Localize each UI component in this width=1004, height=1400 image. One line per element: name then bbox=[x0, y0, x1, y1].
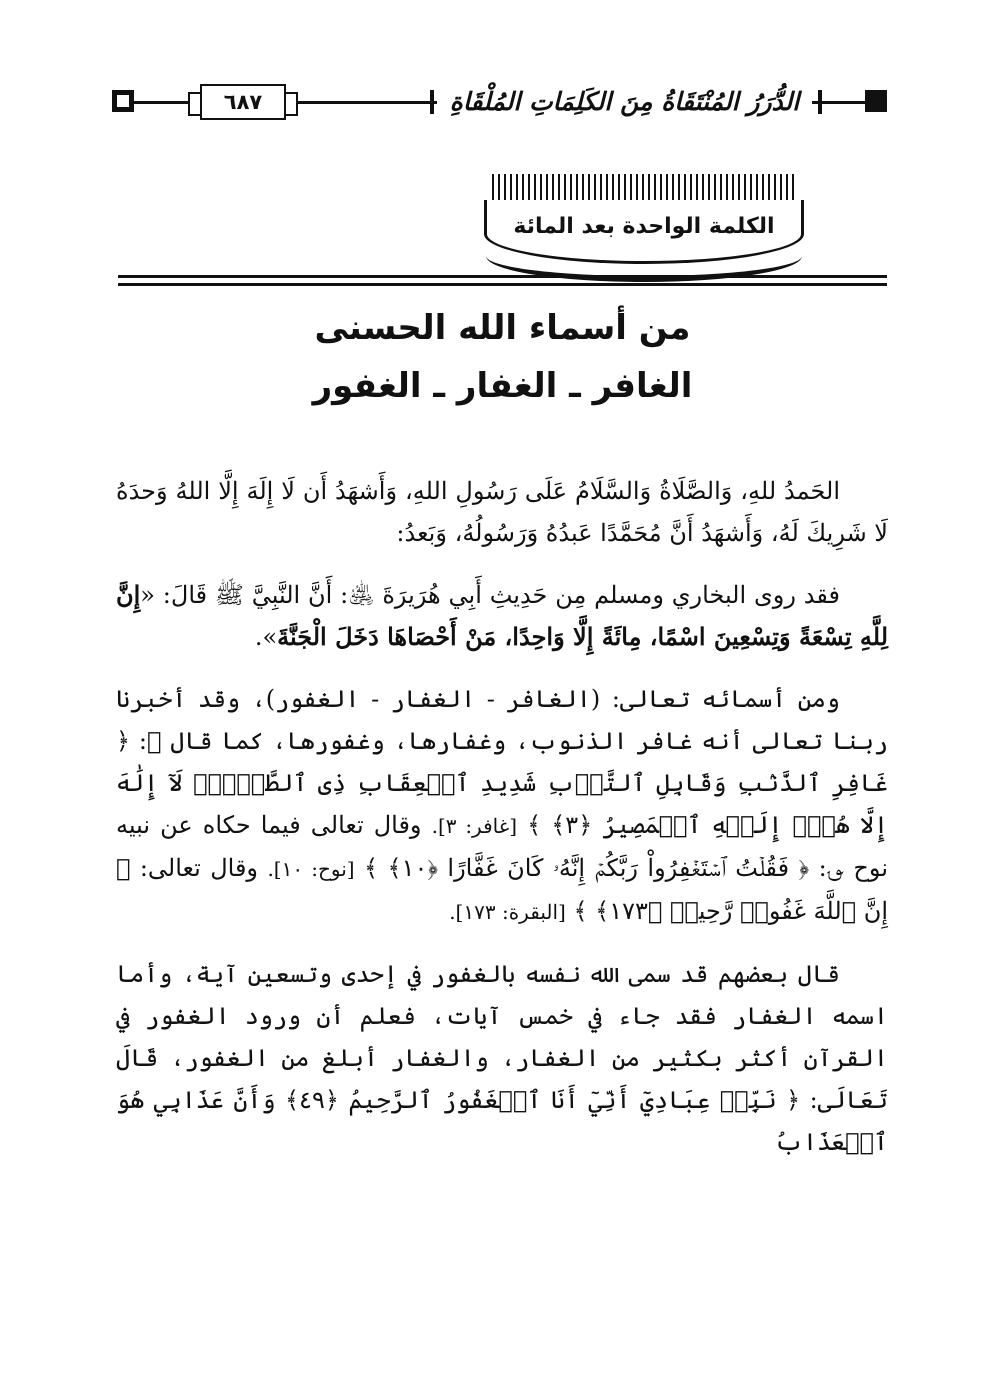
paragraph-hadith bbox=[116, 574, 888, 658]
page-title: من أسماء الله الحسنى bbox=[314, 308, 691, 348]
book-title: الدُّرَرُ المُنْتَقَاةُ مِنَ الكَلِمَاتِ المُلْقَاةِ bbox=[437, 82, 812, 122]
hadith-end: ». bbox=[254, 623, 278, 651]
running-header bbox=[112, 82, 887, 124]
page-subtitle: الغافر ـ الغفار ـ الغفور bbox=[312, 366, 693, 406]
paragraph-opening: الحَمدُ للهِ، وَالصَّلَاةُ وَالسَّلَامُ عَلَى رَسُولِ اللهِ، وَأَشهَدُ أَن لَا إِلَهَ إِلَّا اللهُ وَحدَهُ لَا شَرِيكَ لَهُ، وَأَشهَدُ أَنَّ مُحَمَّدًا عَبدُهُ وَرَسُولُهُ، وَبَعدُ: bbox=[116, 477, 888, 547]
verse-baqarah: ﴿ إِنَّ ٱللَّهَ غَفُورٞ رَّحِيمٞ ﴿١٧٣﴾ ﴾ bbox=[116, 854, 888, 925]
header-divider-right bbox=[818, 90, 822, 114]
ref-ghafir: [غافر: ٣]. bbox=[431, 814, 518, 838]
section-rule-bottom bbox=[118, 283, 887, 286]
page-number: ٦٨٧ bbox=[223, 90, 263, 114]
header-ornament-left bbox=[112, 90, 134, 112]
baqarah-intro: وقال تعالى: bbox=[139, 854, 259, 882]
chapter-badge bbox=[484, 168, 804, 292]
verse-nuh: ﴿ فَقُلۡتُ ٱسۡتَغۡفِرُواْ رَبَّكُمۡ إِنَّهُۥ كَانَ غَفَّارًا ﴿١٠﴾ ﴾ bbox=[364, 854, 810, 882]
verse-hijr: ﴿ نَبِّئۡ عِبَادِيٓ أَنِّيٓ أَنَا ٱلۡغَفُورُ ٱلرَّحِيمُ ﴿٤٩﴾ وَأَنَّ عَذَابِي هُوَ ٱلۡعَذَابُ bbox=[116, 1086, 888, 1156]
hadith-intro: فقد روى البخاري ومسلم مِن حَدِيثِ أَبِي هُرَيرَةَ ﵁: أَنَّ النَّبِيَّ ﷺ قَالَ: « bbox=[140, 581, 840, 609]
paragraph-ghafoor bbox=[116, 953, 888, 1163]
header-divider-left bbox=[430, 90, 434, 114]
paragraph-names bbox=[116, 678, 888, 933]
header-ornament-right bbox=[865, 90, 887, 112]
page-number-frame bbox=[200, 84, 286, 120]
ref-nuh: [نوح: ١٠]. bbox=[267, 857, 355, 881]
badge-arc bbox=[486, 256, 802, 282]
ref-baqarah: [البقرة: ١٧٣]. bbox=[449, 900, 566, 924]
verse-ghafir: ﴿ غَافِرِ ٱلذَّنۢبِ وَقَابِلِ ٱلتَّوۡبِ شَدِيدِ ٱلۡعِقَابِ ذِى ٱلطَّوۡلِۖ لَآ إِلَٰهَ إِلَّا هُوَۖ إِلَيۡهِ ٱلۡمَصِيرُ ﴿٣﴾ ﴾ bbox=[116, 727, 889, 839]
nuh-intro: وقال تعالى فيما حكاه عن نبيه نوح ؈: bbox=[116, 811, 889, 882]
hadith-text: إِنَّ لِلَّهِ تِسْعَةً وَتِسْعِينَ اسْمًا، مِائَةً إِلَّا وَاحِدًا، مَنْ أَحْصَاهَا دَخَلَ الْجَنَّةَ bbox=[116, 580, 888, 651]
chapter-label: الكلمة الواحدة بعد المائة bbox=[513, 214, 775, 239]
body-text bbox=[116, 470, 888, 1183]
ghafoor-text: قال بعضهم قد سمى الله نفسه بالغفور في إحدى وتسعين آية، وأما اسمه الغفار فقد جاء في خمس آيات، فعلم أن ورود الغفور في القرآن أكثر بكثير من الغفار، والغفار أبلغ من الغفور، قَالَ تَعَالَى: bbox=[116, 960, 888, 1114]
names-intro: ومن أسمائه تعالى: (الغافر - الغفار - الغفور)، وقد أخبرنا ربنا تعالى أنه غافر الذنوب، وغفارها، وغفورها، كما قال ﷻ: bbox=[116, 685, 888, 755]
section-rule-top bbox=[118, 275, 887, 278]
